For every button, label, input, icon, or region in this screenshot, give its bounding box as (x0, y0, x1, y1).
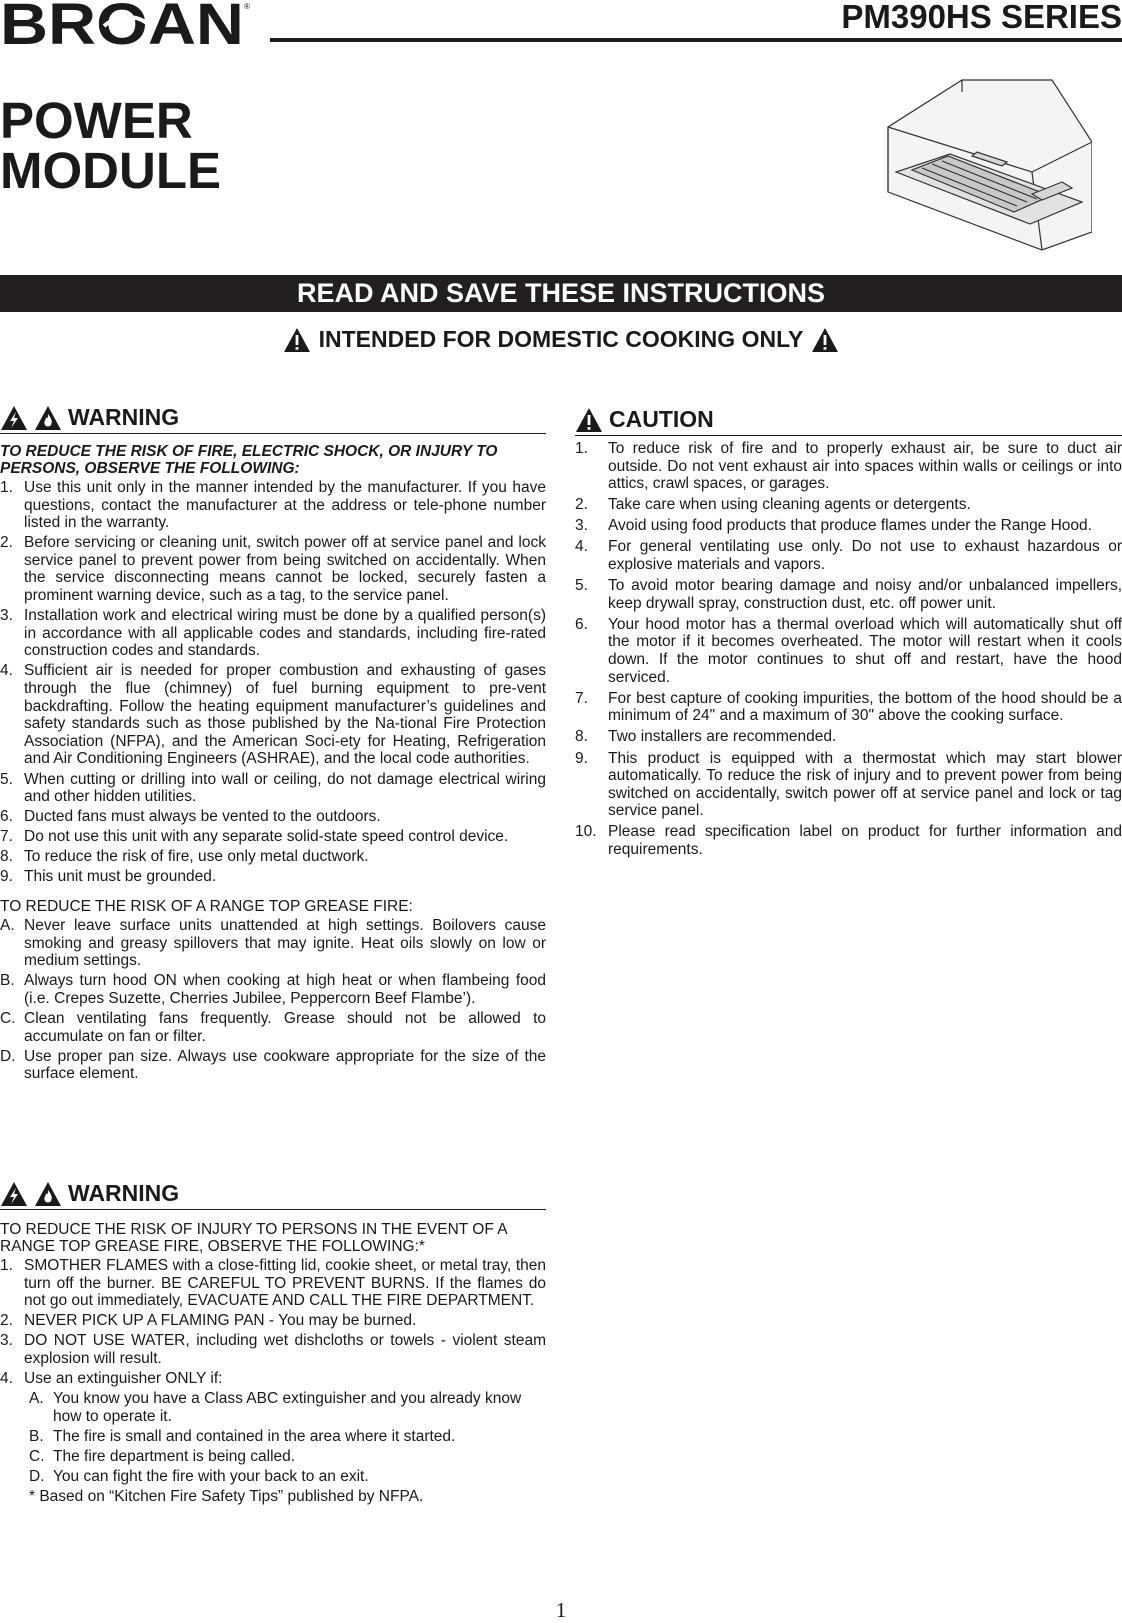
fire-hazard-icon (34, 405, 62, 431)
list-item (0, 534, 546, 604)
list-item-text: Sufficient air is needed for proper combustion and exhausting of gases through the flue (chimney) of fuel burning equipment to pre-vent backdrafting. Follow the heating equipment manufacturer’s guidelines and safety standards such as those published by the Na-tional Fire Protection Association (NFPA), and the American Soci-ety for Heating, Refrigeration and Air Conditioning Engineers (ASHRAE), and the local code authorities. (24, 662, 546, 768)
grease-fire-list (0, 917, 546, 1083)
warning-section-1 (0, 404, 546, 1085)
list-item-number: 8. (575, 728, 588, 746)
list-item-number: 3. (0, 1332, 13, 1350)
list-item-text: For best capture of cooking impurities, the bottom of the hood should be a minimum of 24" and a maximum of 30" above the cooking surface. (608, 689, 1122, 725)
list-item-text: Clean ventilating fans frequently. Grease should not be allowed to accumulate on fan or filter. (24, 1010, 546, 1045)
list-item-number: 2. (0, 534, 13, 552)
list-item-number: B. (0, 972, 15, 990)
domestic-notice (0, 326, 1122, 353)
list-item (0, 917, 546, 970)
fire-hazard-icon (34, 1181, 62, 1207)
title-line-2: MODULE (0, 142, 221, 199)
list-item-text: Two installers are recommended. (608, 728, 837, 746)
list-item-number: 3. (0, 607, 13, 625)
warning-heading-text: WARNING (68, 404, 180, 430)
warning-heading-text: WARNING (68, 1180, 180, 1206)
list-item-number: 7. (575, 689, 588, 707)
list-item-text: Use this unit only in the manner intended by the manufacturer. If you have questions, contact the manufacturer at the address or tele-phone number listed in the warranty. (24, 479, 546, 532)
list-item-text: The fire department is being called. (53, 1447, 296, 1465)
domestic-notice-text: INTENDED FOR DOMESTIC COOKING ONLY (318, 326, 804, 352)
list-item-number: 7. (0, 828, 13, 846)
list-item-number: 10. (575, 823, 597, 841)
grease-fire-lead: TO REDUCE THE RISK OF A RANGE TOP GREASE FIRE: (0, 898, 413, 916)
list-item (575, 577, 1122, 612)
grease-fire-response-list (0, 1257, 546, 1388)
list-item-text: DO NOT USE WATER, including wet dishcloths or towels - violent steam explosion will result. (24, 1332, 546, 1367)
list-item-text: NEVER PICK UP A FLAMING PAN - You may be burned. (24, 1312, 417, 1330)
title-line-1: POWER (0, 92, 193, 149)
list-item-text: Use an extinguisher ONLY if: (24, 1370, 223, 1388)
list-item-number: 4. (0, 1370, 13, 1388)
list-item (0, 1332, 546, 1367)
caution-section (575, 406, 1122, 862)
list-item (0, 1257, 546, 1310)
list-item-number: C. (29, 1447, 45, 1465)
electric-shock-icon (0, 1181, 28, 1207)
caution-heading (575, 406, 1122, 436)
svg-text:®: ® (244, 2, 250, 11)
list-item-text: You know you have a Class ABC extinguisher and you already know how to operate it. (53, 1390, 522, 1425)
list-item (575, 496, 1122, 514)
list-item-text: SMOTHER FLAMES with a close-fitting lid, cookie sheet, or metal tray, then turn off the burner. BE CAREFUL TO PREVENT BURNS. If the flames do not go out immediately, EVACUATE AND CALL THE FIRE DEPARTMENT. (24, 1257, 546, 1310)
list-item (575, 728, 1122, 746)
list-item-text: This unit must be grounded. (24, 868, 217, 886)
list-item (0, 1048, 546, 1083)
list-item-number: 6. (0, 808, 13, 826)
list-item-text: Please read specification label on product for further information and requirements. (608, 823, 1122, 858)
list-item (575, 690, 1122, 725)
list-item-number: 5. (575, 577, 588, 595)
list-item-text: Do not use this unit with any separate solid-state speed control device. (24, 828, 509, 846)
warning-heading-1 (0, 404, 546, 434)
list-item (0, 1312, 546, 1330)
list-item (575, 823, 1122, 858)
list-item-number: 1. (575, 440, 588, 457)
list-item-text: Never leave surface units unattended at high settings. Boilovers cause smoking and greasy spillovers that may ignite. Heat oils slowly on low or medium settings. (24, 917, 546, 970)
svg-text:BROAN: BROAN (0, 0, 244, 50)
extinguisher-conditions-list (0, 1390, 546, 1485)
warning-section-2 (0, 1180, 546, 1506)
list-item (0, 662, 546, 768)
page-number: 1 (555, 1598, 567, 1622)
list-item-number: A. (29, 1390, 44, 1408)
list-item (575, 616, 1122, 686)
list-item (0, 868, 546, 886)
warning-heading-2 (0, 1180, 546, 1210)
list-item (29, 1428, 546, 1446)
list-item-number: 4. (575, 538, 588, 556)
warning-triangle-icon (575, 407, 603, 433)
list-item-text: Installation work and electrical wiring must be done by a qualified person(s) in accordance with all applicable codes and standards, including fire-rated construction codes and standards. (24, 607, 546, 660)
list-item (29, 1468, 546, 1486)
list-item-number: A. (0, 917, 15, 935)
caution-heading-text: CAUTION (609, 406, 714, 432)
list-item-number: 4. (0, 662, 13, 680)
list-item (29, 1448, 546, 1466)
warning-lead: TO REDUCE THE RISK OF FIRE, ELECTRIC SHOCK, OR INJURY TO PERSONS, OBSERVE THE FOLLOWING: (0, 443, 498, 477)
list-item (0, 848, 546, 866)
list-item-number: 1. (0, 479, 13, 496)
nfpa-footnote: * Based on “Kitchen Fire Safety Tips” published by NFPA. (29, 1488, 424, 1506)
list-item (0, 808, 546, 826)
series-title: PM390HS SERIES (841, 0, 1122, 35)
list-item-number: 2. (575, 496, 588, 514)
list-item (0, 1370, 546, 1388)
list-item-number: 6. (575, 615, 588, 633)
header-rule (270, 38, 1122, 42)
list-item-number: 9. (575, 749, 588, 767)
list-item (0, 479, 546, 532)
list-item (0, 828, 546, 846)
list-item-text: To avoid motor bearing damage and noisy and/or unbalanced impellers, keep drywall spray, construction dust, etc. off power unit. (608, 577, 1122, 612)
broan-logo (0, 0, 250, 50)
list-item-number: 9. (0, 868, 13, 886)
list-item-text: Use proper pan size. Always use cookware appropriate for the size of the surface element. (24, 1047, 546, 1083)
list-item-number: D. (29, 1468, 45, 1486)
document-title (0, 92, 221, 199)
list-item-text: To reduce the risk of fire, use only metal ductwork. (24, 848, 369, 866)
list-item-number: D. (0, 1047, 16, 1065)
list-item-text: Your hood motor has a thermal overload which will automatically shut off the motor if it becomes overheated. The motor will restart when it cools down. If the motor continues to shut off and restart, have the hood serviced. (608, 615, 1122, 686)
electric-shock-icon (0, 405, 28, 431)
list-item-text: You can fight the fire with your back to an exit. (53, 1468, 369, 1486)
list-item-text: Before servicing or cleaning unit, switch power off at service panel and lock service panel to prevent power from being switched on accidentally. When the service disconnecting means cannot be locked, securely fasten a prominent warning device, such as a tag, to the service panel. (24, 534, 546, 605)
list-item (0, 1010, 546, 1045)
list-item (0, 607, 546, 660)
warning2-lead: TO REDUCE THE RISK OF INJURY TO PERSONS IN THE EVENT OF A RANGE TOP GREASE FIRE, OBSERVE THE FOLLOWING:* (0, 1221, 507, 1255)
list-item-text: Take care when using cleaning agents or detergents. (608, 496, 971, 514)
list-item-text: Ducted fans must always be vented to the outdoors. (24, 808, 381, 826)
list-item-number: 8. (0, 848, 13, 866)
list-item (575, 750, 1122, 820)
list-item-text: This product is equipped with a thermostat which may start blower automatically. To reduce the risk of injury and to prevent power from being switched on accidentally, switch power off at service panel and lock or tag service panel. (608, 749, 1122, 820)
list-item (575, 538, 1122, 573)
list-item (0, 771, 546, 806)
list-item-text: Always turn hood ON when cooking at high heat or when flambeing food (i.e. Crepes Suzette, Cherries Jubilee, Peppercorn Beef Flambe’). (24, 972, 546, 1007)
list-item-number: 2. (0, 1312, 13, 1330)
list-item-number: B. (29, 1427, 44, 1445)
list-item-text: The fire is small and contained in the area where it started. (53, 1427, 456, 1445)
list-item-number: 1. (0, 1257, 13, 1274)
list-item-text: For general ventilating use only. Do not use to exhaust hazardous or explosive materials and vapors. (608, 538, 1122, 574)
list-item (0, 972, 546, 1007)
read-save-banner: READ AND SAVE THESE INSTRUCTIONS (0, 275, 1122, 312)
range-hood-illustration (882, 72, 1092, 252)
list-item-number: C. (0, 1010, 16, 1028)
list-item-number: 3. (575, 517, 588, 535)
list-item-text: Avoid using food products that produce flames under the Range Hood. (608, 517, 1092, 535)
list-item (575, 440, 1122, 493)
list-item-text: To reduce risk of fire and to properly exhaust air, be sure to duct air outside. Do not vent exhaust air into spaces within walls or ceilings or into attics, crawl spaces, or garages. (608, 440, 1122, 493)
warning-triangle-icon (283, 327, 311, 353)
list-item-number: 5. (0, 770, 13, 788)
warning-triangle-icon (811, 327, 839, 353)
warning-list (0, 479, 546, 886)
caution-list (575, 440, 1122, 859)
list-item (575, 517, 1122, 535)
list-item (29, 1390, 546, 1425)
list-item-text: When cutting or drilling into wall or ceiling, do not damage electrical wiring and other hidden utilities. (24, 770, 546, 806)
